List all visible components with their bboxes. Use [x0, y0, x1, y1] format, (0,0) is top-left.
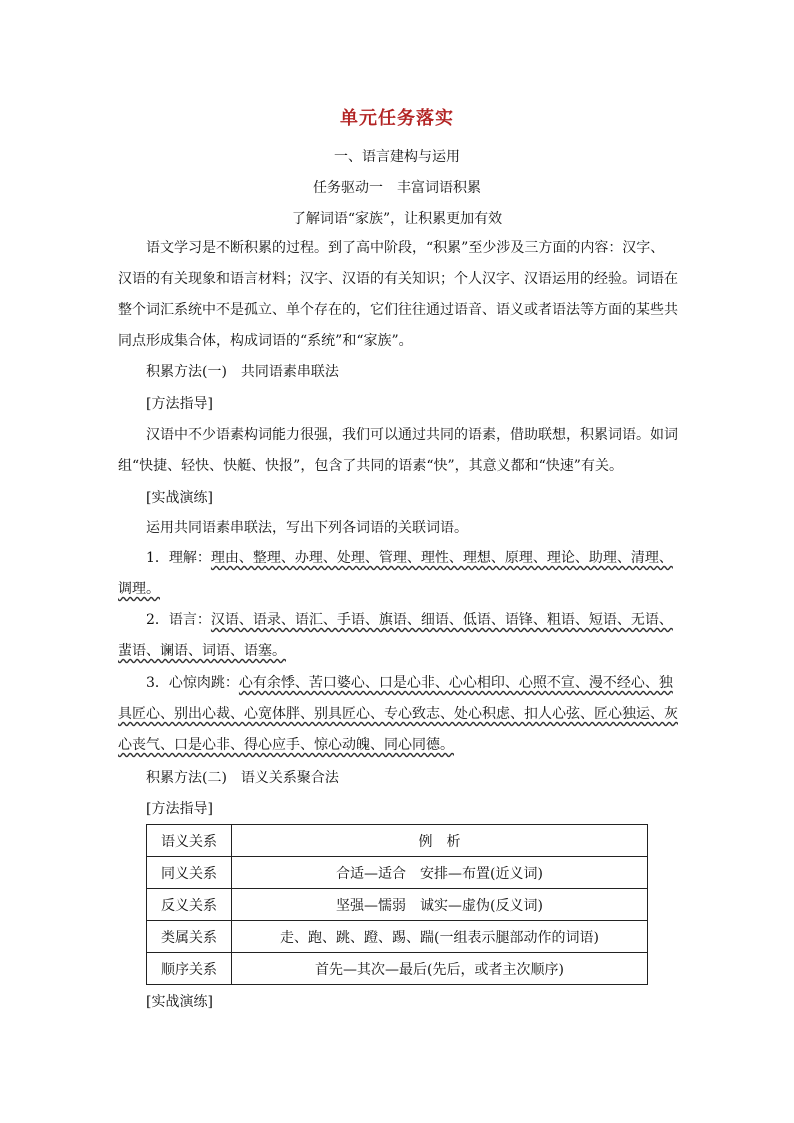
method2-heading: 积累方法(二) 语义关系聚合法: [146, 770, 339, 786]
table-row: [147, 953, 648, 985]
task-heading: 任务驱动一 丰富词语积累: [313, 180, 481, 196]
table-row: [147, 857, 648, 889]
subtitle: 了解词语“家族”，让积累更加有效: [291, 211, 503, 227]
table-row: [147, 889, 648, 921]
section-heading: 一、语言建构与运用: [334, 149, 460, 165]
practice-item-1: [118, 543, 678, 605]
table-cell: 坚强—懦弱 诚实—虚伪(反义词): [232, 889, 648, 921]
practice-item-2: [118, 605, 678, 667]
practice-item-answer: 理由、整理、办理、处理、管理、理性、理想、原理、理论、助理、清理、调理。: [118, 550, 673, 597]
intro-paragraph: 语文学习是不断积累的过程。到了高中阶段，“积累”至少涉及三方面的内容：汉字、汉语的有关现象和语言材料；汉字、汉语的有关知识；个人汉字、汉语运用的经验。词语在整个词汇系统中不是孤立、单个存在的，它们往往通过语音、语义或者语法等方面的某些共同点形成集合体，构成词语的“系统”和“家族”。: [118, 240, 678, 349]
table-row: [147, 921, 648, 953]
method1-heading: 积累方法(一) 共同语素串联法: [146, 364, 339, 380]
method1-practice-label: [实战演练]: [146, 490, 213, 506]
table-header-cell: 例 析: [232, 825, 648, 857]
method2-guide-label: [方法指导]: [146, 801, 213, 817]
table-cell: 合适—适合 安排—布置(近义词): [232, 857, 648, 889]
table-cell: 类属关系: [147, 921, 232, 953]
practice-item-3: [118, 668, 678, 761]
practice-item-prefix: 3．心惊肉跳：: [146, 675, 239, 691]
page-title: 单元任务落实: [340, 108, 454, 129]
practice-item-answer: 心有余悸、苦口婆心、口是心非、心心相印、心照不宣、漫不经心、独具匠心、别出心裁、心宽体胖、别具匠心、专心致志、处心积虑、扣人心弦、匠心独运、灰心丧气、口是心非、得心应手、惊心动魄、同心同德。: [118, 675, 678, 753]
table-cell: 首先—其次—最后(先后，或者主次顺序): [232, 953, 648, 985]
semantic-relation-table: [146, 824, 648, 985]
method1-instruction: 运用共同语素串联法，写出下列各词语的关联词语。: [146, 520, 468, 536]
practice-item-answer: 汉语、语录、语汇、手语、旗语、细语、低语、语锋、粗语、短语、无语、蜚语、谰语、词语、语塞。: [118, 612, 673, 659]
table-cell: 顺序关系: [147, 953, 232, 985]
table-header-row: [147, 825, 648, 857]
table-cell: 反义关系: [147, 889, 232, 921]
practice-item-prefix: 2．语言：: [146, 612, 211, 628]
table-header-cell: 语义关系: [147, 825, 232, 857]
method1-guide-text: 汉语中不少语素构词能力很强，我们可以通过共同的语素，借助联想，积累词语。如词组“快捷、轻快、快艇、快报”，包含了共同的语素“快”，其意义都和“快速”有关。: [118, 427, 678, 474]
table-cell: 同义关系: [147, 857, 232, 889]
practice-item-prefix: 1．理解：: [146, 550, 211, 566]
method1-guide-label: [方法指导]: [146, 396, 213, 412]
table-cell: 走、跑、跳、蹬、踢、踹(一组表示腿部动作的词语): [232, 921, 648, 953]
method2-practice-label: [实战演练]: [146, 994, 213, 1010]
